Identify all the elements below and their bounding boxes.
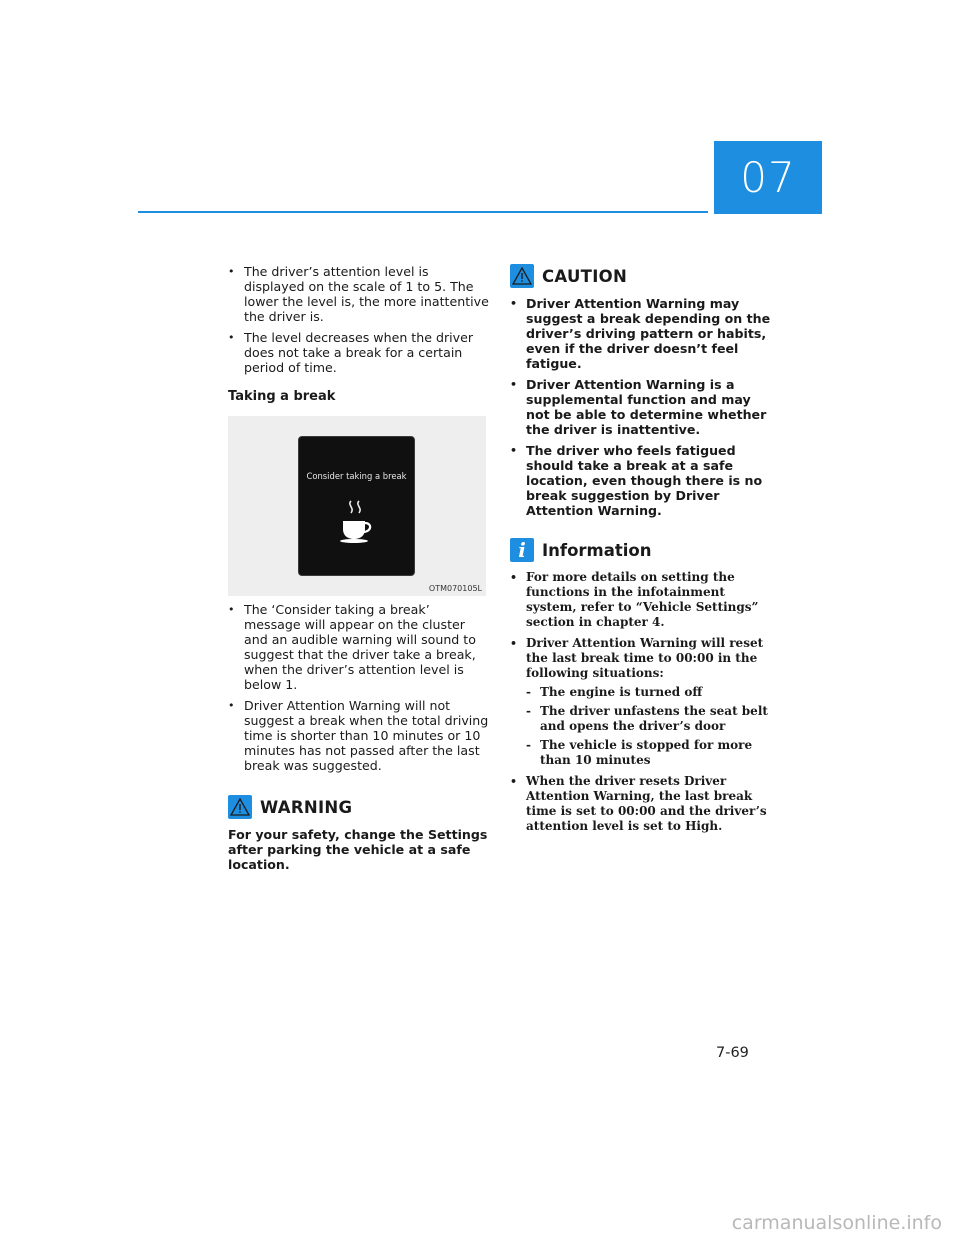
break-message-list [228,602,490,773]
page-number: 7-69 [716,1045,749,1061]
header-rule [138,211,708,213]
warning-title: WARNING [260,797,353,817]
watermark[interactable]: carmanualsonline.info [731,1212,942,1234]
warning-text: For your safety, change the Settings after parking the vehicle at a safe location. [228,827,488,872]
figure-code: OTM070105L [428,584,482,593]
list-item: - The vehicle is stopped for more than 10 minutes [526,738,772,768]
warning-triangle-icon [510,264,534,288]
caution-header [510,264,772,288]
list-item: - The engine is turned off [526,685,772,700]
list-item: - The driver unfastens the seat belt and opens the driver’s door [526,704,772,734]
list-item: • Driver Attention Warning is a supplemental function and may not be able to determine whether the driver is inattentive. [510,377,772,437]
list-item [510,636,772,768]
right-column [510,264,772,840]
list-item: • The driver’s attention level is displayed on the scale of 1 to 5. The lower the level is, the more inattentive the driver is. [228,264,490,324]
caution-title: CAUTION [542,266,628,286]
cluster-figure [228,416,486,596]
warning-triangle-icon [228,795,252,819]
cluster-screen [298,436,415,576]
attention-level-list [228,264,490,375]
reset-situations-list [526,685,772,768]
break-message: Consider taking a break [306,471,407,481]
chapter-tab: 07 [714,141,822,214]
taking-a-break-heading: Taking a break [228,389,336,404]
reset-situations-text: Driver Attention Warning will reset the last break time to 00:00 in the following situations: [526,636,764,680]
coffee-cup-icon [337,499,375,545]
list-item: • For more details on setting the functions in the infotainment system, refer to “Vehicle Settings” section in chapter 4. [510,570,772,630]
list-item: • The ‘Consider taking a break’ message will appear on the cluster and an audible warning will sound to suggest that the driver take a break, when the driver’s attention level is below 1. [228,602,490,692]
list-item: • Driver Attention Warning will not suggest a break when the total driving time is shorter than 10 minutes or 10 minutes has not passed after the last break was suggested. [228,698,490,773]
info-icon: i [510,538,534,562]
information-header [510,538,772,562]
information-list [510,570,772,834]
list-item: • The level decreases when the driver does not take a break for a certain period of time. [228,330,490,375]
information-title: Information [542,540,652,560]
list-item: • When the driver resets Driver Attention Warning, the last break time is set to 00:00 and the driver’s attention level is set to High. [510,774,772,834]
left-column [228,264,490,872]
caution-list [510,296,772,518]
warning-header [228,795,490,819]
list-item: • The driver who feels fatigued should take a break at a safe location, even though there is no break suggestion by Driver Attention Warning. [510,443,772,518]
list-item: • Driver Attention Warning may suggest a break depending on the driver’s driving pattern or habits, even if the driver doesn’t feel fatigue. [510,296,772,371]
